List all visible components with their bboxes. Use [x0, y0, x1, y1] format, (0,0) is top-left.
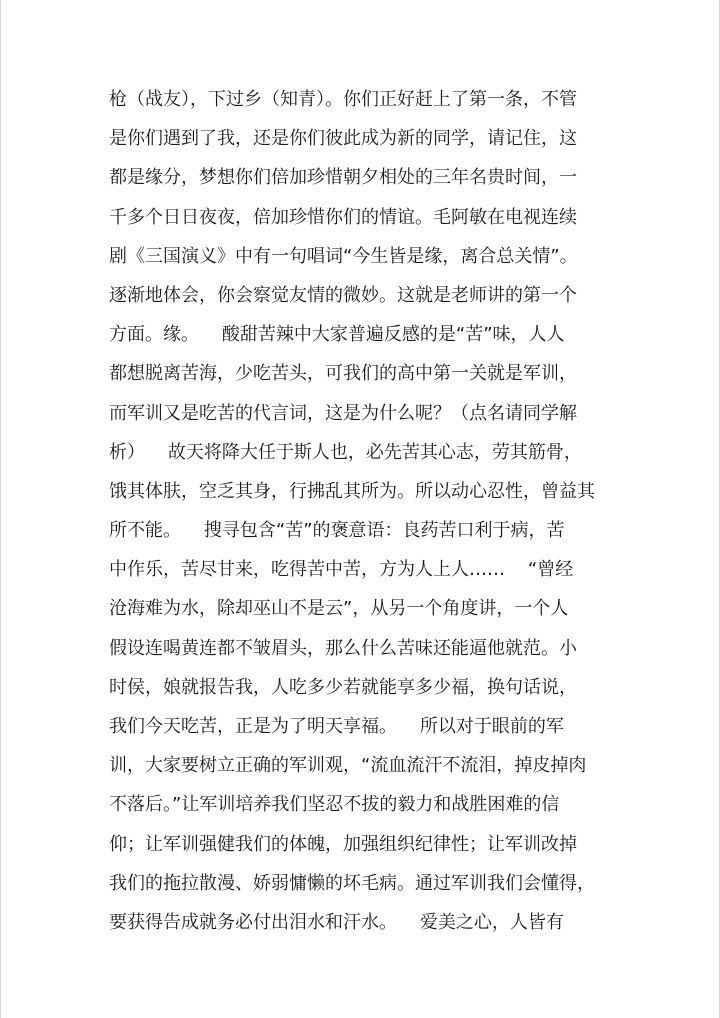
- text-line: 不落后。”让军训培养我们坚忍不拔的毅力和战胜困难的信: [109, 794, 560, 816]
- text-line: 饿其体肤，空乏其身，行拂乱其所为。所以动心忍性，曾益其: [109, 480, 595, 502]
- text-line: 剧《三国演义》中有一句唱词“今生皆是缘，离合总关情”。: [109, 245, 578, 267]
- text-line: 我们的拖拉散漫、娇弱慵懒的坏毛病。通过军训我们会懂得，: [109, 872, 595, 894]
- text-line: 我们今天吃苦，正是为了明天享福。 所以对于眼前的军: [109, 716, 564, 737]
- text-line: 时侯，娘就报告我，人吃多少若就能享多少福，换句话说，: [109, 676, 577, 698]
- text-line: 析） 故天将降大任于斯人也，必先苦其心志，劳其筋骨，: [109, 441, 582, 463]
- text-line: 训，大家要树立正确的军训观，“流血流汗不流泪，掉皮掉肉: [109, 755, 587, 777]
- body-text: [109, 80, 619, 942]
- text-line: 所不能。 搜寻包含“苦”的褒意语：良药苦口利于病，苦: [109, 520, 565, 542]
- text-line: 都是缘分，梦想你们倍加珍惜朝夕相处的三年名贵时间，一: [109, 167, 577, 189]
- text-line: 方面。缘。 酸甜苦辣中大家普遍反感的是“苦”味，人人: [109, 324, 565, 346]
- text-line: 假设连喝黄连都不皱眉头，那么什么苦味还能逼他就范。小: [109, 637, 577, 659]
- text-line: 是你们遇到了我，还是你们彼此成为新的同学，请记住，这: [109, 128, 577, 150]
- text-line: 中作乐，苦尽甘来，吃得苦中苦，方为人上人…… “曾经: [109, 559, 574, 581]
- text-line: 仰；让军训强健我们的体魄，加强组织纪律性；让军训改掉: [109, 833, 577, 855]
- text-line: 沧海难为水，除却巫山不是云”，从另一个角度讲，一个人: [109, 598, 569, 620]
- text-line: 逐渐地体会，你会察觉友情的微妙。这就是老师讲的第一个: [109, 284, 577, 306]
- text-line: 要获得告成就务必付出泪水和汗水。 爱美之心，人皆有: [109, 911, 564, 933]
- text-line: 枪（战友），下过乡（知青）。你们正好赶上了第一条，不管: [109, 89, 577, 110]
- text-line: 千多个日日夜夜，倍加珍惜你们的情谊。毛阿敏在电视连续: [109, 206, 577, 228]
- text-line: 都想脱离苦海，少吃苦头，可我们的高中第一关就是军训，: [109, 363, 577, 385]
- text-line: 而军训又是吃苦的代言词，这是为什么呢？（点名请同学解: [109, 402, 577, 424]
